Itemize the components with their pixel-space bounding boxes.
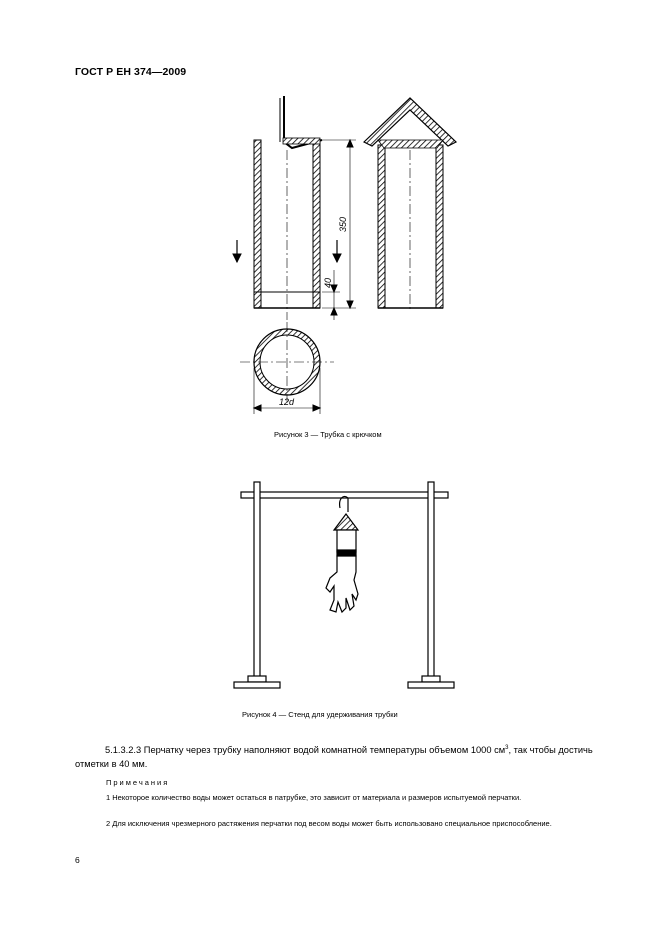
figure-3-caption: Рисунок 3 — Трубка с крючком: [274, 430, 382, 439]
paragraph-text-after: , так чтобы достичь отметки в 40 мм.: [75, 745, 593, 770]
note-item-2: 2 Для исключения чрезмерного растяжения перчатки под весом воды может быть использовано специальное приспособление.: [106, 819, 552, 828]
figure-4-caption: Рисунок 4 — Стенд для удерживания трубки: [242, 710, 398, 719]
tube-section-left: [233, 96, 356, 320]
figure-4-drawing: [0, 440, 661, 700]
dim-diameter-label: 12d: [279, 397, 295, 407]
paragraph-superscript: 3: [505, 745, 509, 751]
document-header: ГОСТ Р ЕН 374—2009: [75, 66, 187, 78]
paragraph-5-1-3-2-3: [75, 741, 623, 771]
page-number: 6: [75, 855, 80, 865]
paragraph-text-before: 5.1.3.2.3 Перчатку через трубку наполняют водой комнатной температуры объемом 1000 см: [105, 745, 506, 756]
dim-height-label: 350: [338, 216, 348, 232]
note-item-1: 1 Некоторое количество воды может остаться в патрубке, это зависит от материала и размеров испытуемой перчатки.: [106, 793, 522, 802]
dim-mark-label: 40: [323, 277, 333, 288]
tube-view-right: [364, 98, 456, 310]
notes-title: Примечания: [106, 778, 170, 787]
figure-3-drawing: [0, 0, 661, 430]
